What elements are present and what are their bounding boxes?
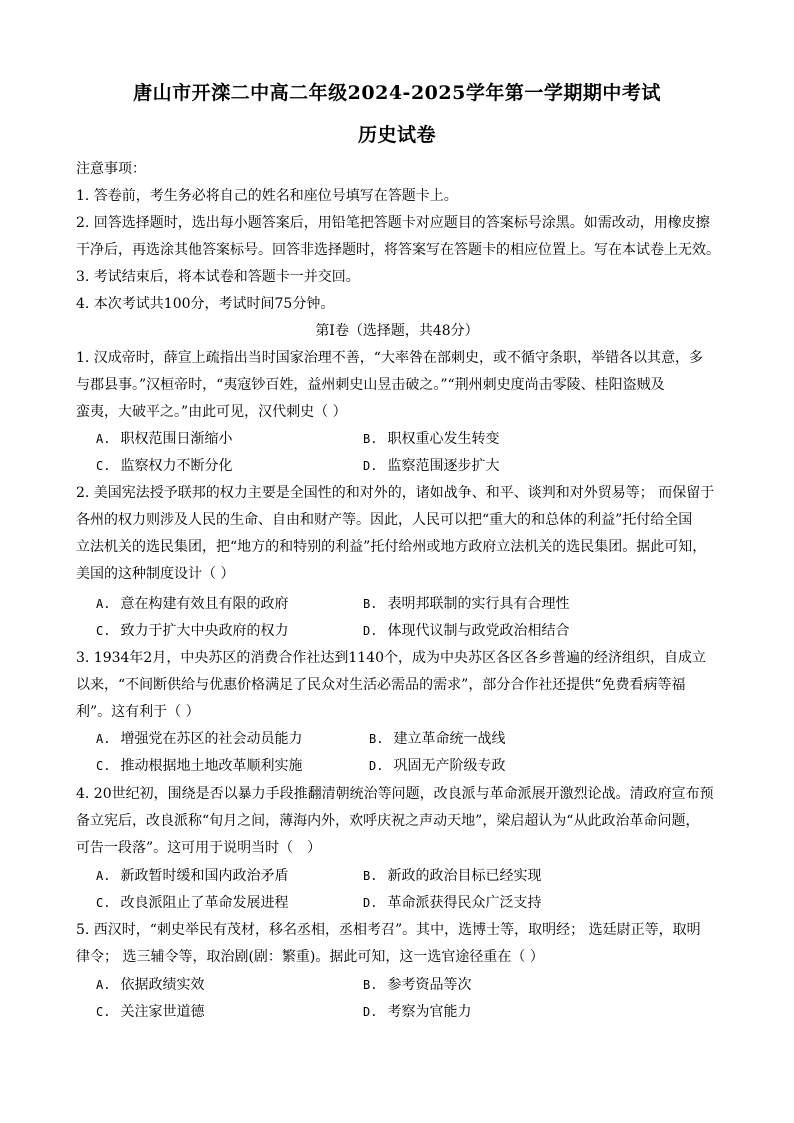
question-text: 1. 汉成帝时，薛宣上疏指出当时国家治理不善，“大率咎在部刺史，或不循守条职，举错各以其意，多: [76, 350, 703, 366]
question-text: 以来，“不间断供给与优惠价格满足了民众对生活必需品的需求”，部分合作社还提供“免费看病等福: [76, 677, 686, 693]
question-text: 4. 20世纪初，围绕是否以暴力手段推翻清朝统治等问题，改良派与革命派展开激烈论战。清政府宣布预: [76, 786, 714, 802]
notes-item: 4. 本次考试共100分，考试时间75分钟。: [76, 296, 335, 312]
option-a[interactable]: A. 增强党在苏区的社会动员能力: [96, 731, 303, 747]
option-b[interactable]: B. 职权重心发生转变: [363, 431, 500, 447]
notes-item: 2. 回答选择题时，选出每小题答案后，用铅笔把答题卡对应题目的答案标号涂黑。如需改动，用橡皮擦: [76, 215, 710, 231]
question-text: 可告一段落”。这可用于说明当时（ ）: [76, 840, 322, 856]
question-text: 立法机关的选民集团，把“地方的和特别的利益”托付给州或地方政府立法机关的选民集团。据此可知，: [76, 539, 707, 555]
option-a[interactable]: A. 依据政绩实效: [96, 977, 205, 993]
option-a[interactable]: A. 新政暂时缓和国内政治矛盾: [96, 868, 289, 884]
notes-item: 3. 考试结束后，将本试卷和答题卡一并交回。: [76, 269, 360, 285]
notes-item: 1. 答卷前，考生务必将自己的姓名和座位号填写在答题卡上。: [76, 188, 458, 204]
option-d[interactable]: D. 考察为官能力: [363, 1004, 472, 1020]
option-b[interactable]: B. 表明邦联制的实行具有合理性: [363, 596, 570, 612]
option-b[interactable]: B. 建立革命统一战线: [369, 731, 506, 747]
section-title: 第Ⅰ卷（选择题，共48分）: [315, 323, 479, 339]
option-b[interactable]: B. 参考资品等次: [363, 977, 472, 993]
option-b[interactable]: B. 新政的政治目标已经实现: [363, 868, 542, 884]
option-d[interactable]: D. 监察范围逐步扩大: [363, 458, 500, 474]
option-a[interactable]: A. 意在构建有效且有限的政府: [96, 596, 289, 612]
option-d[interactable]: D. 巩固无产阶级专政: [369, 758, 506, 774]
option-d[interactable]: D. 革命派获得民众广泛支持: [363, 895, 542, 911]
option-c[interactable]: C. 推动根据地土地改革顺利实施: [96, 758, 303, 774]
question-text: 各州的权力则涉及人民的生命、自由和财产等。因此，人民可以把“重大的和总体的利益”托付给全国: [76, 512, 693, 528]
question-text: 美国的这种制度设计（ ）: [76, 566, 235, 582]
exam-subtitle: 历史试卷: [357, 124, 436, 146]
question-text: 利”。这有利于（ ）: [76, 704, 200, 720]
exam-title: 唐山市开滦二中高二年级2024-2025学年第一学期期中考试: [133, 82, 661, 104]
option-d[interactable]: D. 体现代议制与政党政治相结合: [363, 623, 570, 639]
option-a[interactable]: A. 职权范围日渐缩小: [96, 431, 233, 447]
notes-item: 干净后，再选涂其他答案标号。回答非选择题时，将答案写在答题卡的相应位置上。写在本试卷上无效。: [76, 242, 720, 258]
option-c[interactable]: C. 监察权力不断分化: [96, 458, 233, 474]
question-text: 2. 美国宪法授予联邦的权力主要是全国性的和对外的，诸如战争、和平、谈判和对外贸易等； 而保留于: [76, 485, 715, 501]
question-text: 律令； 选三辅令等，取治剧(剧：繁重)。据此可知，这一选官途径重在（ ）: [76, 949, 544, 965]
question-text: 蛮夷，大破平之。”由此可见，汉代刺史（ ）: [76, 404, 347, 420]
question-text: 与郡县事。”汉桓帝时，“夷寇钞百姓，益州刺史山昱击破之。”“荆州刺史度尚击零陵、桂阳盗贼及: [76, 377, 665, 393]
notes-heading: 注意事项：: [76, 161, 146, 177]
question-text: 备立宪后，改良派称“旬月之间，薄海内外，欢呼庆祝之声动天地”，梁启超认为“从此政治革命问题，: [76, 813, 700, 829]
question-text: 3. 1934年2月，中央苏区的消费合作社达到1140个，成为中央苏区各区各乡普遍的经济组织，自成立: [76, 650, 706, 666]
option-c[interactable]: C. 改良派阻止了革命发展进程: [96, 895, 289, 911]
option-c[interactable]: C. 关注家世道德: [96, 1004, 205, 1020]
question-text: 5. 西汉时，“刺史举民有茂材，移名丞相，丞相考召”。其中，选博士等，取明经； 选廷尉正等，取明: [76, 922, 701, 938]
option-c[interactable]: C. 致力于扩大中央政府的权力: [96, 623, 289, 639]
